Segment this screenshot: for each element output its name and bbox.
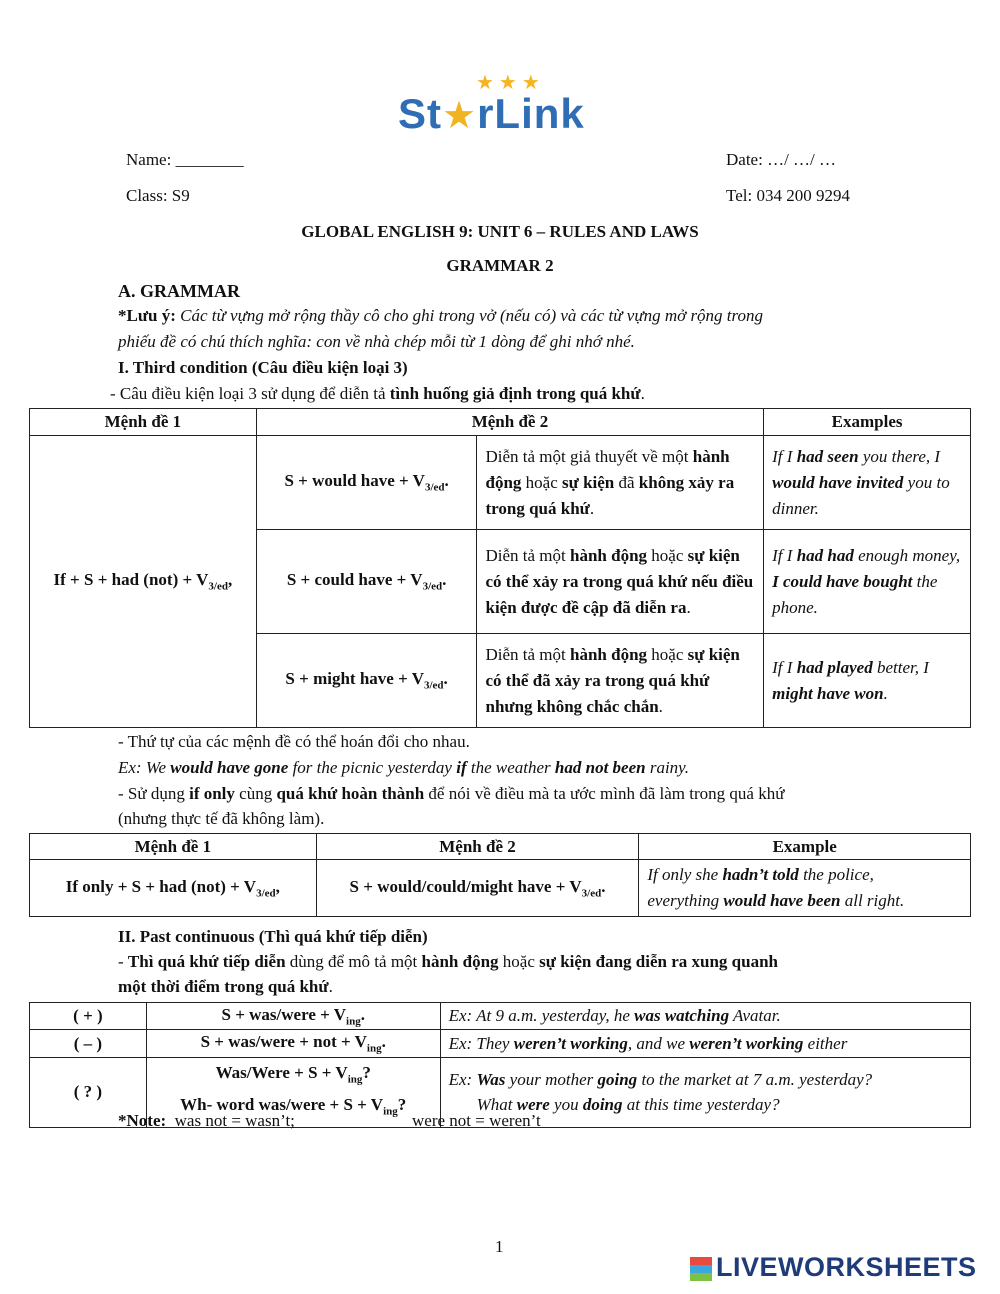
note-line — [118, 1111, 295, 1131]
ex-text: for the picnic yesterday — [292, 758, 452, 777]
third-conditional-intro: - Câu điều kiện loại 3 sử dụng để diễn tả tình huống giả định trong quá khứ. — [110, 384, 645, 403]
starlink-logo — [398, 70, 608, 140]
ex-text: Avatar. — [733, 1006, 781, 1026]
text: để nói về điều mà ta ước mình đã làm trong quá khứ — [428, 784, 785, 803]
header-clause1: Mệnh đề 1 — [30, 834, 317, 860]
desc-bold: sự kiện có thể xảy ra trong quá khứ nếu điều kiện được đề cập đã diễn ra — [485, 545, 754, 617]
ex-text: you there, — [862, 446, 931, 466]
clause1-formula: If + S + had $(not) + V_{3/ed}$, — [30, 436, 257, 728]
if-only-note — [118, 784, 784, 804]
bold: hành động — [421, 952, 499, 971]
ex-bold: would have invited — [772, 472, 904, 492]
formula-sub: 3/ed — [424, 481, 445, 494]
formula-sub: ing — [346, 1015, 361, 1028]
header-example: Example — [639, 834, 971, 860]
desc-bold: sự kiện có thể đã xảy ra trong quá khứ nhưng không chắc chắn — [485, 644, 740, 716]
header-clause2: Mệnh đề 2 — [256, 409, 763, 436]
note-text: was not = wasn’t; — [174, 1111, 295, 1130]
ex-bold: weren’t working — [689, 1033, 804, 1053]
third-conditional-table — [29, 408, 971, 728]
note-line2 — [118, 332, 635, 352]
ex-text: all right. — [844, 891, 905, 910]
ex-text: to the market at 7 a.m. yesterday? — [641, 1070, 873, 1090]
text: - Sử dụng — [118, 784, 185, 803]
formula-text: S + could have + V — [286, 570, 423, 590]
ex-text: you — [554, 1095, 579, 1115]
formula-text: S + was/were + V — [221, 1005, 347, 1024]
section-a-heading: A. GRAMMAR — [118, 281, 240, 301]
desc-text: Diễn tả một giả thuyết về một — [485, 446, 689, 466]
ex-bold: I could have bought — [772, 571, 913, 591]
if-only-clause2: S + would/could/might have + $V_{3/ed}$. — [316, 860, 639, 917]
clause-order-note: - Thứ tự của các mệnh đề có thể hoán đổi cho nhau. — [118, 732, 470, 751]
ex-bold: hadn’t told — [722, 865, 799, 884]
third-conditional-heading: I. Third condition (Câu điều kiện loại 3) — [118, 358, 408, 377]
formula-text: S + was/were + not + V — [200, 1032, 367, 1052]
formula-text: S + would/could/might have + V — [349, 876, 582, 896]
page-number: 1 — [495, 1237, 504, 1256]
intro-bold: tình huống giả định trong quá khứ — [389, 384, 641, 403]
formula-sub: 3/ed — [581, 887, 602, 900]
note-label: *Lưu ý: — [118, 306, 176, 325]
sign-positive: ( + ) — [30, 1003, 147, 1030]
formula-sub: 3/ed — [422, 580, 443, 593]
ex-text: I — [934, 446, 941, 466]
date-field: Date: …/ …/ … — [726, 150, 837, 169]
formula-text: If only + S + had (not) + V — [65, 876, 257, 896]
ex-text: better, I — [876, 657, 929, 677]
desc-bold: hành động — [570, 545, 648, 565]
desc-bold: hành động — [570, 644, 648, 664]
positive-example — [440, 1003, 970, 1030]
might-example: If I had played better, I might have won. — [764, 634, 971, 728]
past-continuous-table — [29, 1002, 971, 1128]
positive-formula: S + was/were + $V_{ing}$. — [146, 1003, 440, 1030]
negative-example — [440, 1030, 970, 1057]
formula-sub: 3/ed — [256, 887, 276, 900]
ex-bold: had had — [796, 545, 854, 565]
ex-text: the police, — [803, 865, 874, 884]
ex-text: your mother — [509, 1070, 594, 1090]
clause1-sub: 3/ed — [208, 580, 228, 593]
text: dùng để mô tả một — [289, 952, 418, 971]
ex-bold: going — [597, 1070, 638, 1090]
past-continuous-intro-line2: một thời điểm trong quá khứ. — [118, 977, 333, 996]
text: - — [118, 952, 128, 971]
formula-sub: ing — [366, 1042, 382, 1055]
would-description: Diễn tả một giả thuyết về một hành động hoặc sự kiện đã không xảy ra trong quá khứ. — [477, 436, 764, 530]
could-example — [764, 530, 971, 634]
ex-text: either — [807, 1033, 848, 1053]
could-formula: S + could have + $V_{3/ed}$. — [256, 530, 477, 634]
header-examples: Examples — [764, 409, 971, 436]
ex-text: If I — [772, 657, 793, 677]
liveworksheets-icon — [690, 1257, 712, 1281]
desc-text: Diễn tả một — [485, 545, 566, 565]
page-subtitle: GRAMMAR 2 — [446, 256, 554, 275]
past-continuous-heading: II. Past continuous (Thì quá khứ tiếp diễn) — [118, 927, 428, 946]
if-only-note-line2: (nhưng thực tế đã không làm). — [118, 809, 325, 828]
might-description: Diễn tả một hành động hoặc sự kiện có thể đã xảy ra trong quá khứ nhưng không chắc chắn. — [477, 634, 764, 728]
header-clause1: Mệnh đề 1 — [30, 409, 257, 436]
ex-text: , and we — [627, 1033, 686, 1053]
example-sentence — [118, 758, 689, 778]
desc-text: đã — [618, 472, 635, 492]
logo-text-b: rLink — [477, 90, 585, 137]
ex-bold: had played — [796, 657, 873, 677]
ex-text: rainy. — [649, 758, 690, 777]
ex-bold: might have won — [772, 683, 884, 703]
formula-text: S + might have + V — [285, 669, 424, 689]
note-line-b: were not = weren’t — [412, 1111, 541, 1130]
ex-text: enough money, — [858, 545, 961, 565]
page-title: GLOBAL ENGLISH 9: UNIT 6 – RULES AND LAWS — [301, 222, 699, 241]
text: cùng — [239, 784, 273, 803]
intro-text: - Câu điều kiện loại 3 sử dụng để diễn tả — [110, 384, 386, 403]
desc-text: Diễn tả một — [485, 644, 566, 664]
if-only-table — [29, 833, 971, 917]
text: hoặc — [502, 952, 535, 971]
ex-text: Ex: — [448, 1070, 473, 1090]
ex-bold: Was — [476, 1070, 506, 1090]
bold: quá khứ hoàn thành — [276, 784, 425, 803]
note-text1: Các từ vựng mở rộng thầy cô cho ghi trong vở (nếu có) và các từ vựng mở rộng trong — [180, 306, 764, 325]
note-label: *Note: — [118, 1111, 167, 1130]
desc-bold: không xảy ra trong quá khứ — [485, 472, 735, 518]
formula-sub: 3/ed — [423, 679, 444, 692]
past-continuous-intro — [118, 952, 778, 972]
ex-text: What — [476, 1095, 513, 1115]
if-only-example — [639, 860, 971, 917]
ex-bold: had not been — [554, 758, 646, 777]
would-formula: S + would have + $V_{3/ed}$. — [256, 436, 477, 530]
desc-bold: hành động — [485, 446, 730, 492]
ex-text: If I — [772, 545, 793, 565]
ex-bold: doing — [582, 1095, 623, 1115]
ex-text: the phone. — [772, 571, 938, 617]
desc-text: hoặc — [525, 472, 558, 492]
class-label: Class: S9 — [126, 186, 190, 205]
ex-bold: was watching — [634, 1006, 730, 1026]
formula-sub: ing — [383, 1105, 398, 1118]
would-example — [764, 436, 971, 530]
ex-bold: had seen — [796, 446, 859, 466]
sign-negative: ( – ) — [30, 1030, 147, 1057]
clause1-text: If + S + had (not) + V — [53, 570, 209, 590]
sign-question: ( ? ) — [30, 1057, 147, 1127]
tel-label: Tel: 034 200 9294 — [726, 186, 850, 205]
ex-text: the weather — [470, 758, 551, 777]
ex-text: everything — [647, 891, 720, 910]
bold: sự kiện đang diễn ra xung quanh — [539, 952, 778, 971]
header-clause2: Mệnh đề 2 — [316, 834, 639, 860]
name-field: Name: ________ — [126, 150, 244, 169]
desc-bold: sự kiện — [562, 472, 615, 492]
bold: if only — [189, 784, 235, 803]
ex-text: you to dinner. — [772, 472, 950, 518]
formula-text: Wh- word was/were + S + V — [180, 1095, 384, 1115]
formula-text: Was/Were + S + V — [215, 1062, 348, 1082]
might-formula: S + might have + $V_{3/ed}$. — [256, 634, 477, 728]
negative-formula: S + was/were + not + $V_{ing}$. — [146, 1030, 440, 1057]
ex-bold: would have been — [723, 891, 841, 910]
ex-text: Ex: They — [448, 1033, 510, 1053]
logo-text-a: St — [398, 90, 442, 137]
ex-bold: weren’t working — [513, 1033, 628, 1053]
ex-text: Ex: We — [118, 758, 166, 777]
stars-icon: ★ ★ ★ — [476, 72, 540, 94]
star-icon: ★ — [442, 95, 478, 137]
bold: một thời điểm trong quá khứ — [118, 977, 329, 996]
liveworksheets-text: LIVEWORKSHEETS — [716, 1252, 977, 1282]
question-formula: Was/Were + $S + V_{ing}$? Wh- word was/were + $S + V_{ing}$? — [146, 1057, 440, 1127]
bold: Thì quá khứ tiếp diễn — [127, 952, 286, 971]
ex-bold: were — [516, 1095, 550, 1115]
note-line1 — [118, 306, 763, 326]
ex-bold: if — [456, 758, 467, 777]
ex-text: If I — [772, 446, 793, 466]
formula-text: S + would have + V — [284, 471, 425, 491]
ex-text: If only she — [647, 865, 719, 884]
ex-bold: would have gone — [170, 758, 289, 777]
desc-text: hoặc — [651, 545, 684, 565]
formula-sub: ing — [347, 1073, 363, 1086]
if-only-clause1: If only + S + had $(not) + V_{3/ed}$, — [30, 860, 317, 917]
liveworksheets-logo — [690, 1252, 977, 1283]
could-description: Diễn tả một hành động hoặc sự kiện có thể xảy ra trong quá khứ nếu điều kiện được đề cập đã diễn ra. — [477, 530, 764, 634]
desc-text: hoặc — [651, 644, 684, 664]
ex-text: Ex: At 9 a.m. yesterday, he — [448, 1006, 630, 1026]
ex-text: at this time yesterday? — [626, 1095, 780, 1115]
note-text2: phiếu đề có chú thích nghĩa: con về nhà chép mỗi từ 1 dòng để ghi nhớ nhé. — [118, 332, 635, 351]
